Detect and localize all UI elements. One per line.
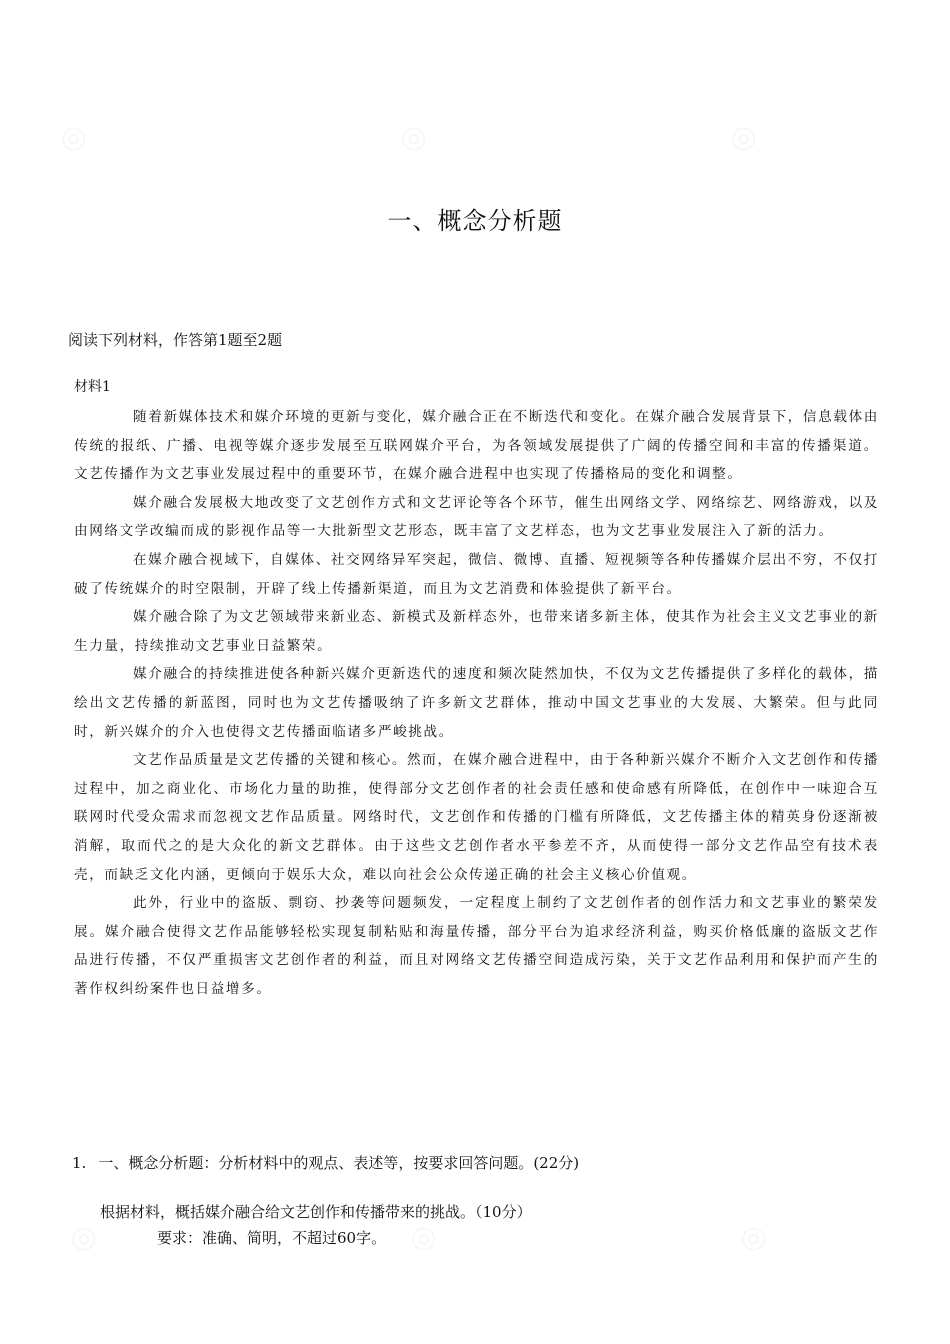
watermark xyxy=(725,117,761,158)
material-paragraph: 在媒介融合视域下，自媒体、社交网络异军突起，微信、微博、直播、短视频等各种传播媒介层出不穷，不仅打破了传统媒介的时空限制，开辟了线上传播新渠道，而且为文艺消费和体验提供了新平台。 xyxy=(74,551,879,597)
material-paragraph: 媒介融合的持续推进使各种新兴媒介更新迭代的速度和频次陡然加快，不仅为文艺传播提供了多样化的载体，描绘出文艺传播的新蓝图，同时也为文艺传播吸纳了许多新文艺群体，推动中国文艺事业的大发展、大繁荣。但与此同时，新兴媒介的介入也使得文艺传播面临诸多严峻挑战。 xyxy=(74,666,879,740)
material-paragraph: 媒介融合除了为文艺领域带来新业态、新模式及新样态外，也带来诸多新主体，使其作为社会主义文艺事业的新生力量，持续推动文艺事业日益繁荣。 xyxy=(74,609,879,654)
watermark xyxy=(55,117,91,158)
answer-requirement: 要求：准确、简明，不超过60字。 xyxy=(157,1229,387,1247)
material-paragraph: 文艺作品质量是文艺传播的关键和核心。然而，在媒介融合进程中，由于各种新兴媒介不断介入文艺创作和传播过程中，加之商业化、市场化力量的助推，使得部分文艺创作者的社会责任感和使命感有所降低，在创作中一味迎合互联网时代受众需求而忽视文艺作品质量。网络时代，文艺创作和传播的门槛有所降低，文艺传播主体的精英身份逐渐被消解，取而代之的是大众化的新文艺群体。由于这些文艺创作者水平参差不齐，从而使得一部分文艺作品空有技术表壳，而缺乏文化内涵，更倾向于娱乐大众，难以向社会公众传递正确的社会主义核心价值观。 xyxy=(74,752,879,883)
question-number: 1. xyxy=(72,1154,87,1172)
section-title: 一、概念分析题 xyxy=(387,207,563,235)
material-paragraph: 媒介融合发展极大地改变了文艺创作方式和文艺评论等各个环节，催生出网络文学、网络综艺、网络游戏，以及由网络文学改编而成的影视作品等一大批新型文艺形态，既丰富了文艺样态，也为文艺事业发展注入了新的活力。 xyxy=(74,494,879,540)
reading-instruction: 阅读下列材料，作答第1题至2题 xyxy=(68,331,283,349)
watermark xyxy=(65,1217,101,1258)
watermark xyxy=(735,1217,771,1258)
watermark xyxy=(395,117,431,158)
material-label: 材料1 xyxy=(74,379,111,395)
question-1 xyxy=(72,1150,579,1176)
material-body xyxy=(74,403,879,1003)
question-text: 一、概念分析题：分析材料中的观点、表述等，按要求回答问题。(22分) xyxy=(98,1154,580,1172)
material-paragraph: 随着新媒体技术和媒介环境的更新与变化，媒介融合正在不断迭代和变化。在媒介融合发展背景下，信息载体由传统的报纸、广播、电视等媒介逐步发展至互联网媒介平台，为各领域发展提供了广阔的传播空间和丰富的传播渠道。文艺传播作为文艺事业发展过程中的重要环节，在媒介融合进程中也实现了传播格局的变化和调整。 xyxy=(74,409,879,483)
material-paragraph: 此外，行业中的盗版、剽窃、抄袭等问题频发，一定程度上制约了文艺创作者的创作活力和文艺事业的繁荣发展。媒介融合使得文艺作品能够轻松实现复制粘贴和海量传播，部分平台为追求经济利益，购买价格低廉的盗版文艺作品进行传播，不仅严重损害文艺创作者的利益，而且对网络文艺传播空间造成污染，关于文艺作品利用和保护而产生的著作权纠纷案件也日益增多。 xyxy=(74,895,879,997)
sub-question: 根据材料，概括媒介融合给文艺创作和传播带来的挑战。（10分） xyxy=(100,1203,532,1221)
